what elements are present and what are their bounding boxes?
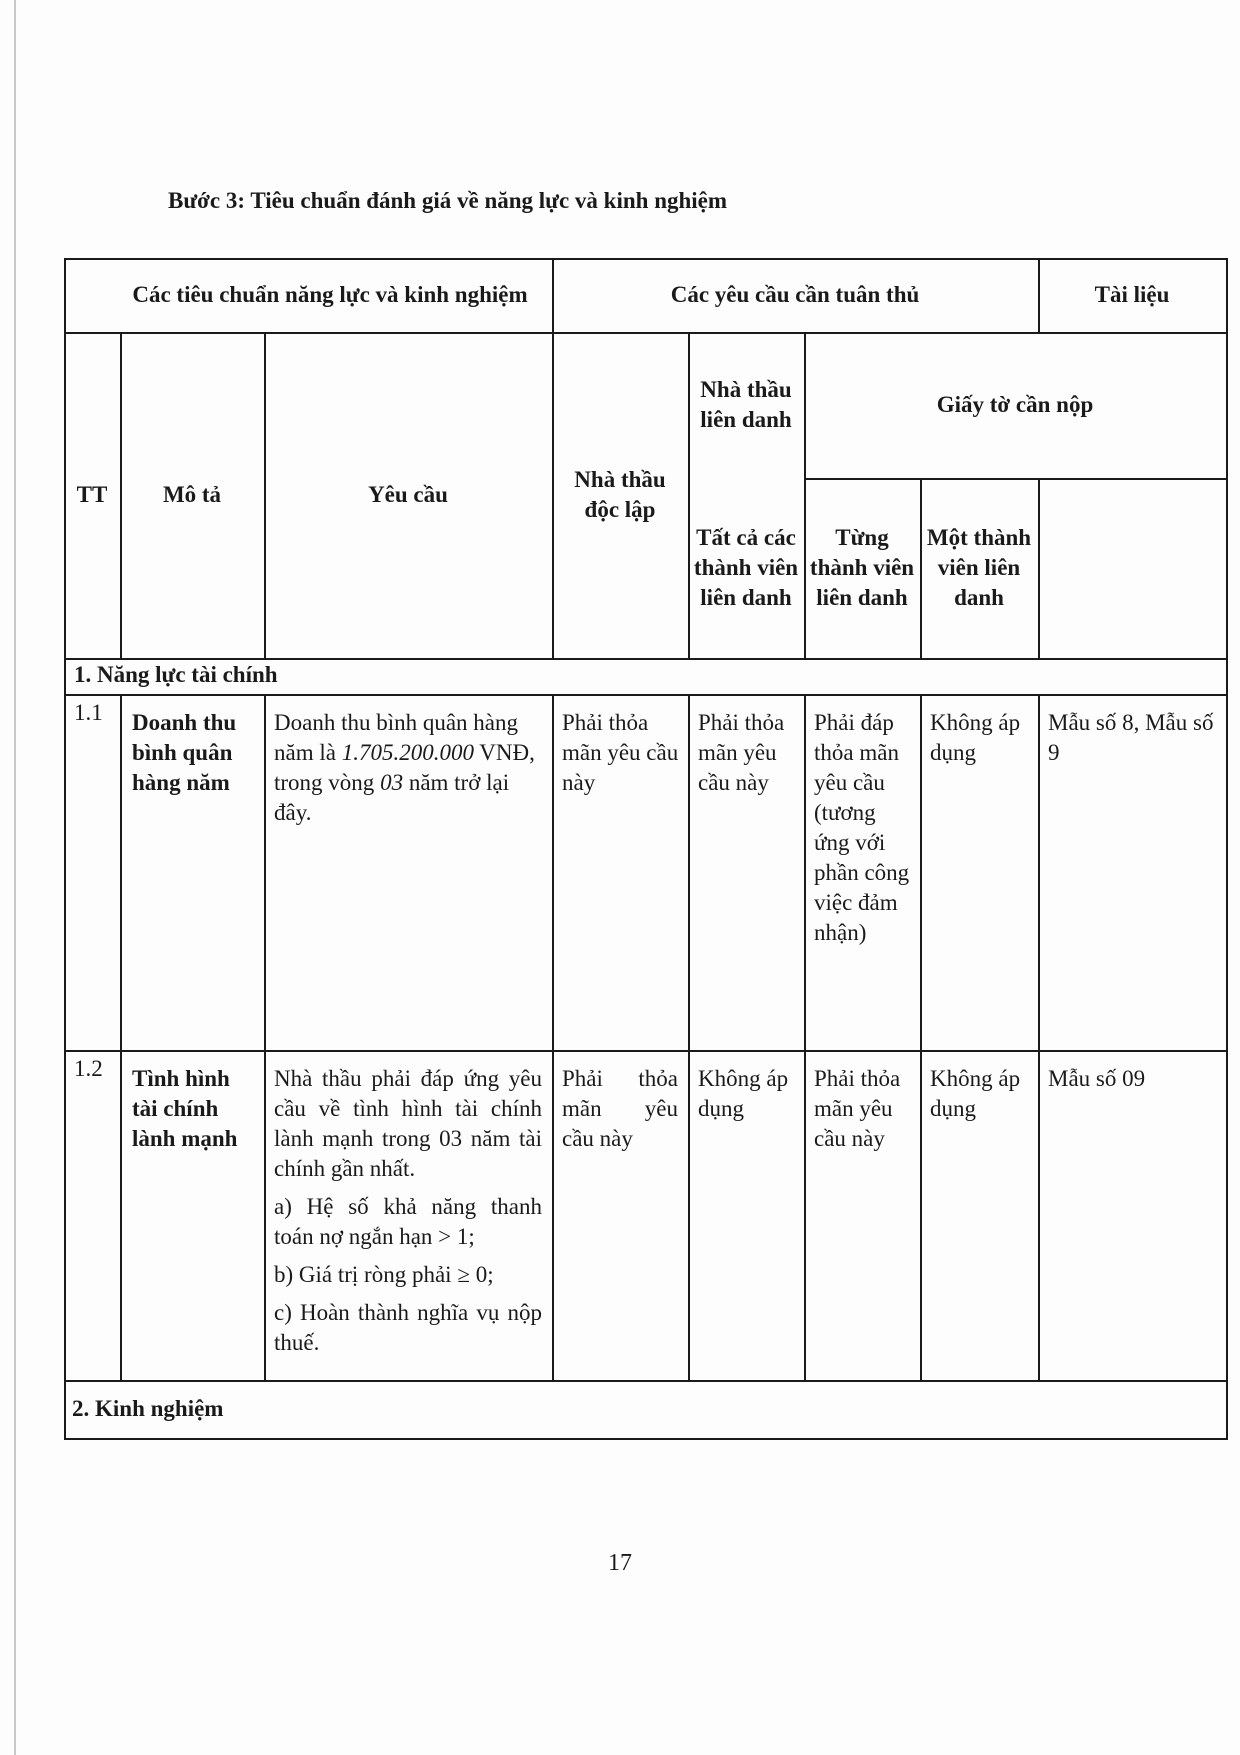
requirement-item: a) Hệ số khả năng thanh toán nợ ngắn hạn > 1; — [274, 1194, 542, 1249]
row-independent: Phải thỏa mãn yêu cầu này — [562, 1066, 678, 1151]
header-requirement: Yêu cầu — [368, 482, 448, 507]
row-each-member: Phải thỏa mãn yêu cầu này — [814, 1066, 901, 1151]
header-description: Mô tả — [162, 482, 222, 507]
row-number: 1.2 — [74, 1056, 103, 1081]
section-heading: Bước 3: Tiêu chuẩn đánh giá về năng lực và kinh nghiệm — [168, 188, 728, 213]
header-each-member: Từng thành viên liên danh — [809, 525, 915, 610]
row-papers: Mẫu số 8, Mẫu số 9 — [1048, 710, 1214, 765]
row-one-member: Không áp dụng — [930, 710, 1021, 765]
row-description: Doanh thu bình quân hàng năm — [132, 710, 237, 795]
header-independent: Nhà thầu độc lập — [574, 467, 666, 522]
header-papers: Giấy tờ cần nộp — [936, 392, 1094, 417]
row-requirement — [274, 1064, 542, 1366]
row-all-members: Phải thỏa mãn yêu cầu này — [698, 710, 785, 795]
row-all-members: Không áp dụng — [698, 1066, 789, 1121]
row-papers: Mẫu số 09 — [1048, 1066, 1146, 1091]
requirement-item: c) Hoàn thành nghĩa vụ nộp thuế. — [274, 1300, 542, 1355]
section-title: 1. Năng lực tài chính — [74, 662, 278, 687]
header-documents: Tài liệu — [1094, 282, 1170, 307]
row-one-member: Không áp dụng — [930, 1066, 1021, 1121]
requirement-item: b) Giá trị ròng phải ≥ 0; — [274, 1262, 494, 1287]
row-description: Tình hình tài chính lành mạnh — [132, 1066, 238, 1151]
row-number: 1.1 — [74, 700, 103, 725]
page-number: 17 — [608, 1550, 632, 1576]
header-joint-venture: Nhà thầu liên danh — [700, 377, 792, 432]
header-tt: TT — [76, 482, 108, 507]
row-each-member: Phải đáp thỏa mãn yêu cầu (tương ứng với phần công việc đảm nhận) — [814, 710, 910, 945]
header-one-member: Một thành viên liên danh — [926, 525, 1032, 610]
requirement-intro: Nhà thầu phải đáp ứng yêu cầu về tình hình tài chính lành mạnh trong 03 năm tài chính gần nhất. — [274, 1066, 542, 1181]
section-title: 2. Kinh nghiệm — [72, 1396, 224, 1421]
header-criteria-group: Các tiêu chuẩn năng lực và kinh nghiệm — [132, 282, 528, 307]
header-all-members: Tất cả các thành viên liên danh — [693, 525, 799, 610]
row-independent: Phải thỏa mãn yêu cầu này — [562, 710, 679, 795]
row-requirement: Doanh thu bình quân hàng năm là 1.705.200.000 VNĐ, trong vòng 03 năm trở lại đây. — [274, 710, 535, 825]
header-requirements-group: Các yêu cầu cần tuân thủ — [670, 282, 920, 307]
